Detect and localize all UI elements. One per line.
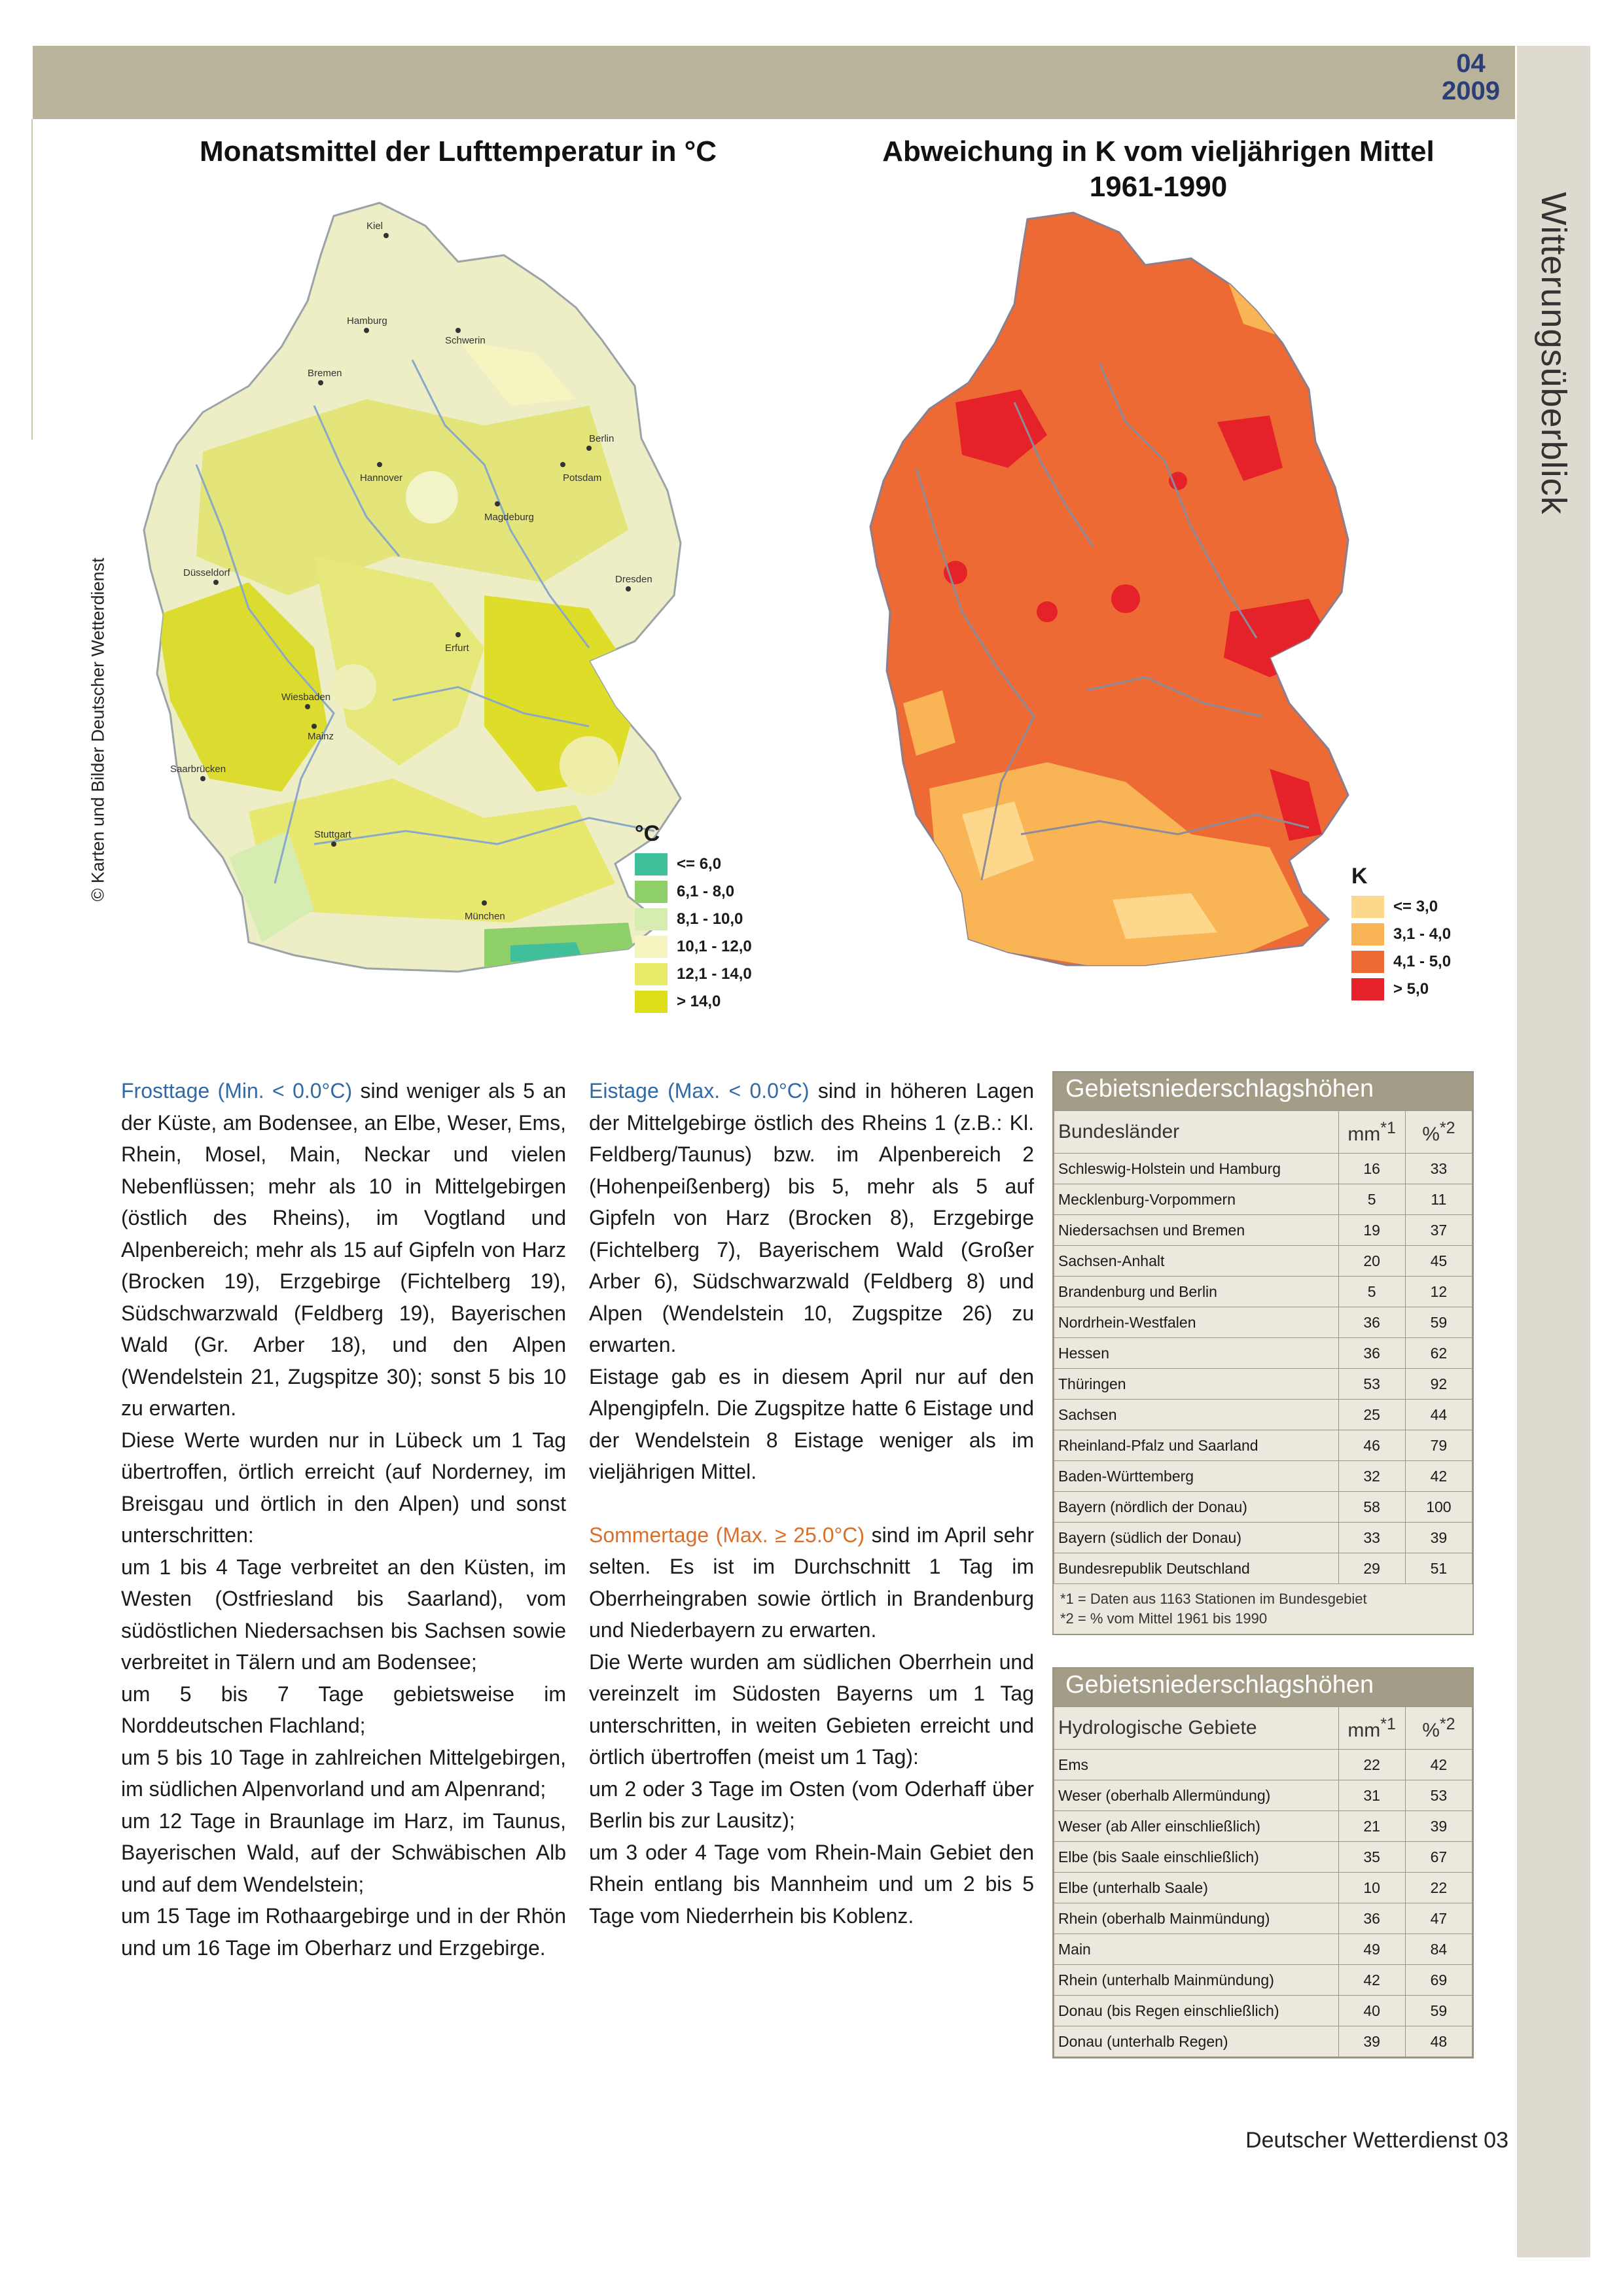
- row-name: Sachsen-Anhalt: [1054, 1246, 1339, 1277]
- temperature-legend: [635, 821, 752, 1016]
- paragraph-text: sind in höheren Lagen der Mittelgebirge östlich des Rheins 1 (z.B.: Kl. Feldberg/Taunus) bzw. im Alpenbereich 2 (Hohenpeißenberg) bis 5, mehr als 5 auf Gipfeln von Harz (Brocken 8), Erzgebirge (Fichtelberg 7), Bayerischem Wald (Großer Arber 6), Südschwarzwald (Feldberg 8) und Alpen (Wendelstein 10, Zugspitze 26) zu erwarten.: [589, 1079, 1035, 1356]
- legend-label: > 14,0: [677, 993, 721, 1010]
- copyright-note: © Karten und Bilder Deutscher Wetterdienst: [88, 557, 108, 902]
- column-header-mm: [1338, 1111, 1405, 1154]
- city-label: Berlin: [589, 433, 615, 444]
- legend-label: <= 6,0: [677, 855, 722, 873]
- precipitation-table-states: [1052, 1071, 1474, 1635]
- row-mm: 36: [1338, 1903, 1405, 1934]
- legend-row: [635, 933, 752, 961]
- legend-row: [635, 878, 752, 906]
- table-row: [1054, 1307, 1472, 1338]
- row-name: Donau (bis Regen einschließlich): [1054, 1996, 1339, 2026]
- row-pct: 22: [1405, 1873, 1472, 1903]
- legend-swatch: [635, 853, 668, 875]
- table-title: Gebietsniederschlagshöhen: [1054, 1072, 1472, 1110]
- row-pct: 62: [1405, 1338, 1472, 1369]
- row-name: Niedersachsen und Bremen: [1054, 1215, 1339, 1246]
- row-mm: 32: [1338, 1461, 1405, 1492]
- table-body: [1054, 1706, 1472, 2057]
- row-pct: 79: [1405, 1430, 1472, 1461]
- row-pct: 37: [1405, 1215, 1472, 1246]
- row-name: Rhein (unterhalb Mainmündung): [1054, 1965, 1339, 1996]
- table-row: [1054, 1461, 1472, 1492]
- row-pct: 59: [1405, 1996, 1472, 2026]
- column-header-pct: [1405, 1111, 1472, 1154]
- footnote: *2 = % vom Mittel 1961 bis 1990: [1060, 1610, 1268, 1627]
- paragraph: um 5 bis 10 Tage in zahlreichen Mittelgebirgen, im südlichen Alpenvorland und am Alpenrand;: [121, 1745, 566, 1801]
- row-pct: 42: [1405, 1461, 1472, 1492]
- table-row: [1054, 1400, 1472, 1430]
- legend-label: 12,1 - 14,0: [677, 965, 752, 983]
- paragraph-text: sind im April sehr selten. Es ist im Durchschnitt 1 Tag im Oberrheingraben sowie örtlich in Brandenburg und Niederbayern zu erwarten.: [589, 1523, 1035, 1642]
- row-pct: 53: [1405, 1780, 1472, 1811]
- table-row: [1054, 1873, 1472, 1903]
- paragraph: um 15 Tage im Rothaargebirge und in der Rhön und um 16 Tage im Oberharz und Erzgebirge.: [121, 1904, 566, 1960]
- row-mm: 5: [1338, 1277, 1405, 1307]
- legend-row: [1351, 893, 1451, 921]
- row-pct: 45: [1405, 1246, 1472, 1277]
- table-rows: [1054, 1750, 1472, 2057]
- row-name: Elbe (unterhalb Saale): [1054, 1873, 1339, 1903]
- map-right-title: [831, 134, 1486, 205]
- row-name: Rhein (oberhalb Mainmündung): [1054, 1903, 1339, 1934]
- city-label: Hamburg: [347, 315, 387, 327]
- legend-swatch: [1351, 978, 1384, 1000]
- table-row: [1054, 1842, 1472, 1873]
- city-label: Wiesbaden: [281, 692, 331, 703]
- paragraph: um 12 Tage in Braunlage im Harz, im Taunus, Bayerischen Wald, auf der Schwäbischen Alb und auf dem Wendelstein;: [121, 1809, 566, 1896]
- table-row: [1054, 1492, 1472, 1523]
- table-row: [1054, 1811, 1472, 1842]
- paragraph: [121, 1075, 566, 1424]
- issue-number: [1427, 50, 1515, 105]
- row-pct: 84: [1405, 1934, 1472, 1965]
- city-label: Dresden: [615, 574, 652, 585]
- row-mm: 58: [1338, 1492, 1405, 1523]
- row-pct: 44: [1405, 1400, 1472, 1430]
- row-name: Mecklenburg-Vorpommern: [1054, 1184, 1339, 1215]
- row-pct: 12: [1405, 1277, 1472, 1307]
- row-name: Bayern (südlich der Donau): [1054, 1523, 1339, 1553]
- row-mm: 36: [1338, 1307, 1405, 1338]
- table-row: [1054, 1523, 1472, 1553]
- paragraph: um 3 oder 4 Tage vom Rhein-Main Gebiet den Rhein entlang bis Mannheim und um 2 bis 5 Tage vom Niederrhein bis Koblenz.: [589, 1840, 1034, 1928]
- row-pct: 51: [1405, 1553, 1472, 1584]
- term-frosttage: Frosttage (Min. < 0.0°C): [121, 1079, 353, 1103]
- table-row: [1054, 1750, 1472, 1780]
- precipitation-table-basins: [1052, 1667, 1474, 2058]
- row-mm: 36: [1338, 1338, 1405, 1369]
- table-row: [1054, 1338, 1472, 1369]
- map-right-title-line2: 1961-1990: [1089, 171, 1228, 203]
- table-row: [1054, 1996, 1472, 2026]
- row-name: Hessen: [1054, 1338, 1339, 1369]
- legend-swatch: [635, 881, 668, 903]
- row-name: Baden-Württemberg: [1054, 1461, 1339, 1492]
- table-row: [1054, 1184, 1472, 1215]
- row-name: Sachsen: [1054, 1400, 1339, 1430]
- table-row: [1054, 1246, 1472, 1277]
- unit-text: mm: [1347, 1123, 1381, 1145]
- page-number: 03: [1484, 2128, 1508, 2153]
- legend-swatch: [635, 908, 668, 930]
- row-mm: 42: [1338, 1965, 1405, 1996]
- legend-unit: K: [1351, 864, 1368, 889]
- table-row: [1054, 1903, 1472, 1934]
- row-mm: 21: [1338, 1811, 1405, 1842]
- city-label: Erfurt: [445, 643, 469, 654]
- table-row: [1054, 1430, 1472, 1461]
- table-header-row: [1054, 1707, 1472, 1750]
- row-mm: 39: [1338, 2026, 1405, 2057]
- table-header-row: [1054, 1111, 1472, 1154]
- city-label: Mainz: [308, 731, 334, 742]
- column-header-pct: [1405, 1707, 1472, 1750]
- legend-row: [1351, 921, 1451, 948]
- row-mm: 19: [1338, 1215, 1405, 1246]
- city-label: Düsseldorf: [183, 567, 230, 578]
- table-body: [1054, 1110, 1472, 1584]
- legend-label: 8,1 - 10,0: [677, 910, 743, 928]
- anomaly-legend: [1351, 864, 1451, 1003]
- term-sommertage: Sommertage (Max. ≥ 25.0°C): [589, 1523, 865, 1547]
- legend-label: 4,1 - 5,0: [1393, 953, 1452, 970]
- legend-label: 6,1 - 8,0: [677, 883, 735, 900]
- row-pct: 39: [1405, 1811, 1472, 1842]
- table-row: [1054, 1934, 1472, 1965]
- city-label: Saarbrücken: [170, 764, 226, 775]
- row-name: Main: [1054, 1934, 1339, 1965]
- row-name: Donau (unterhalb Regen): [1054, 2026, 1339, 2057]
- paragraph: Eistage gab es in diesem April nur auf den Alpengipfeln. Die Zugspitze hatte 6 Eistage und der Wendelstein 8 Eistage weniger als im vieljährigen Mittel.: [589, 1364, 1034, 1483]
- row-mm: 49: [1338, 1934, 1405, 1965]
- section-title-vertical: Witterungsüberblick: [1534, 192, 1573, 515]
- row-mm: 53: [1338, 1369, 1405, 1400]
- row-name: Rheinland-Pfalz und Saarland: [1054, 1430, 1339, 1461]
- row-pct: 69: [1405, 1965, 1472, 1996]
- row-pct: 11: [1405, 1184, 1472, 1215]
- table-row: [1054, 1553, 1472, 1584]
- city-label: Magdeburg: [484, 512, 534, 523]
- column-header-name: Bundesländer: [1054, 1111, 1339, 1154]
- legend-swatch: [635, 991, 668, 1013]
- legend-swatch: [635, 963, 668, 985]
- legend-label: <= 3,0: [1393, 898, 1438, 915]
- legend-label: > 5,0: [1393, 980, 1429, 998]
- row-mm: 16: [1338, 1154, 1405, 1184]
- row-mm: 33: [1338, 1523, 1405, 1553]
- legend-label: 3,1 - 4,0: [1393, 925, 1452, 943]
- paragraph-text: sind weniger als 5 an der Küste, am Bodensee, an Elbe, Weser, Ems, Rhein, Mosel, Main, Neckar und vielen Nebenflüssen; mehr als 10 in Mittelgebirgen (östlich des Rheins), im Vogtland und Alpenbereich; mehr als 15 auf Gipfeln von Harz (Brocken 19), Erzgebirge (Fichtelberg 19), Südschwarzwald (Feldberg 19), Bayerischen Wald (Gr. Arber 18), und den Alpen (Wendelstein 21, Zugspitze 30); sonst 5 bis 10 zu erwarten.: [121, 1079, 567, 1420]
- row-pct: 42: [1405, 1750, 1472, 1780]
- city-label: Bremen: [308, 368, 342, 379]
- table-row: [1054, 1154, 1472, 1184]
- header-bar: [33, 46, 1515, 119]
- table-row: [1054, 1965, 1472, 1996]
- row-mm: 40: [1338, 1996, 1405, 2026]
- column-header-mm: [1338, 1707, 1405, 1750]
- row-name: Thüringen: [1054, 1369, 1339, 1400]
- legend-swatch: [1351, 896, 1384, 918]
- row-name: Bayern (nördlich der Donau): [1054, 1492, 1339, 1523]
- city-label: Schwerin: [445, 335, 486, 346]
- row-mm: 31: [1338, 1780, 1405, 1811]
- text-column-eistage: [589, 1075, 1034, 1932]
- footer-publisher: Deutscher Wetterdienst: [1245, 2128, 1478, 2153]
- city-label: Potsdam: [563, 472, 602, 484]
- row-pct: 39: [1405, 1523, 1472, 1553]
- column-header-name: Hydrologische Gebiete: [1054, 1707, 1339, 1750]
- row-name: Weser (ab Aller einschließlich): [1054, 1811, 1339, 1842]
- city-label: Hannover: [360, 472, 403, 484]
- unit-text: %: [1422, 1719, 1440, 1741]
- row-pct: 67: [1405, 1842, 1472, 1873]
- legend-row: [1351, 948, 1451, 976]
- row-mm: 25: [1338, 1400, 1405, 1430]
- issue-year: 2009: [1442, 77, 1500, 105]
- city-label: Stuttgart: [314, 829, 351, 840]
- legend-row: [635, 961, 752, 988]
- row-pct: 33: [1405, 1154, 1472, 1184]
- row-name: Weser (oberhalb Allermündung): [1054, 1780, 1339, 1811]
- row-mm: 5: [1338, 1184, 1405, 1215]
- table-row: [1054, 1215, 1472, 1246]
- row-mm: 29: [1338, 1553, 1405, 1584]
- row-pct: 48: [1405, 2026, 1472, 2057]
- paragraph: Die Werte wurden am südlichen Oberrhein und vereinzelt im Südosten Bayerns um 1 Tag unterschritten, in weiten Gebieten erreicht und örtlich übertroffen (meist um 1 Tag):: [589, 1650, 1034, 1769]
- row-pct: 59: [1405, 1307, 1472, 1338]
- row-pct: 92: [1405, 1369, 1472, 1400]
- term-eistage: Eistage (Max. < 0.0°C): [589, 1079, 810, 1103]
- paragraph: um 1 bis 4 Tage verbreitet an den Küsten, im Westen (Ostfriesland bis Saarland), vom südöstlichen Niedersachsen bis Sachsen sowie verbreitet in Tälern und am Bodensee;: [121, 1555, 566, 1674]
- row-mm: 20: [1338, 1246, 1405, 1277]
- row-mm: 22: [1338, 1750, 1405, 1780]
- legend-row: [635, 988, 752, 1016]
- unit-text: mm: [1347, 1719, 1381, 1741]
- unit-text: %: [1422, 1123, 1440, 1145]
- footnote-mark: *1: [1380, 1118, 1396, 1137]
- row-pct: 100: [1405, 1492, 1472, 1523]
- row-name: Schleswig-Holstein und Hamburg: [1054, 1154, 1339, 1184]
- row-mm: 35: [1338, 1842, 1405, 1873]
- legend-row: [635, 906, 752, 933]
- paragraph: [589, 1519, 1034, 1646]
- table-footnotes: [1054, 1584, 1472, 1634]
- left-margin-rule: [31, 119, 33, 440]
- legend-row: [1351, 976, 1451, 1003]
- legend-row: [635, 851, 752, 878]
- paragraph: um 2 oder 3 Tage im Osten (vom Oderhaff über Berlin bis zur Lausitz);: [589, 1776, 1034, 1832]
- paragraph: Diese Werte wurden nur in Lübeck um 1 Tag übertroffen, örtlich erreicht (auf Norderney, im Breisgau und örtlich in den Alpen) und sonst unterschritten:: [121, 1428, 566, 1547]
- legend-swatch: [1351, 951, 1384, 973]
- table-rows: [1054, 1154, 1472, 1584]
- row-name: Bundesrepublik Deutschland: [1054, 1553, 1339, 1584]
- footnote-mark: *2: [1439, 1714, 1455, 1733]
- table-title: Gebietsniederschlagshöhen: [1054, 1669, 1472, 1706]
- city-label: München: [465, 911, 505, 922]
- row-name: Brandenburg und Berlin: [1054, 1277, 1339, 1307]
- paragraph: [589, 1075, 1034, 1361]
- page-footer: [1245, 2128, 1508, 2153]
- legend-label: 10,1 - 12,0: [677, 938, 752, 955]
- table-row: [1054, 1277, 1472, 1307]
- row-mm: 10: [1338, 1873, 1405, 1903]
- footnote-mark: *2: [1439, 1118, 1455, 1137]
- city-label: Kiel: [366, 221, 383, 232]
- paragraph-gap: [589, 1488, 1034, 1519]
- footnote-mark: *1: [1380, 1714, 1396, 1733]
- text-column-frosttage: [121, 1075, 566, 1964]
- legend-unit: °C: [635, 821, 660, 846]
- map-right-title-line1: Abweichung in K vom vieljährigen Mittel: [882, 135, 1435, 168]
- table-row: [1054, 2026, 1472, 2057]
- paragraph: um 5 bis 7 Tage gebietsweise im Norddeutschen Flachland;: [121, 1682, 566, 1737]
- row-mm: 46: [1338, 1430, 1405, 1461]
- issue-month: 04: [1456, 49, 1486, 78]
- table-row: [1054, 1780, 1472, 1811]
- row-name: Elbe (bis Saale einschließlich): [1054, 1842, 1339, 1873]
- footnote: *1 = Daten aus 1163 Stationen im Bundesgebiet: [1060, 1591, 1367, 1607]
- map-left-title: Monatsmittel der Lufttemperatur in °C: [199, 135, 717, 168]
- row-pct: 47: [1405, 1903, 1472, 1934]
- table-row: [1054, 1369, 1472, 1400]
- legend-swatch: [635, 936, 668, 958]
- row-name: Nordrhein-Westfalen: [1054, 1307, 1339, 1338]
- row-name: Ems: [1054, 1750, 1339, 1780]
- legend-swatch: [1351, 923, 1384, 945]
